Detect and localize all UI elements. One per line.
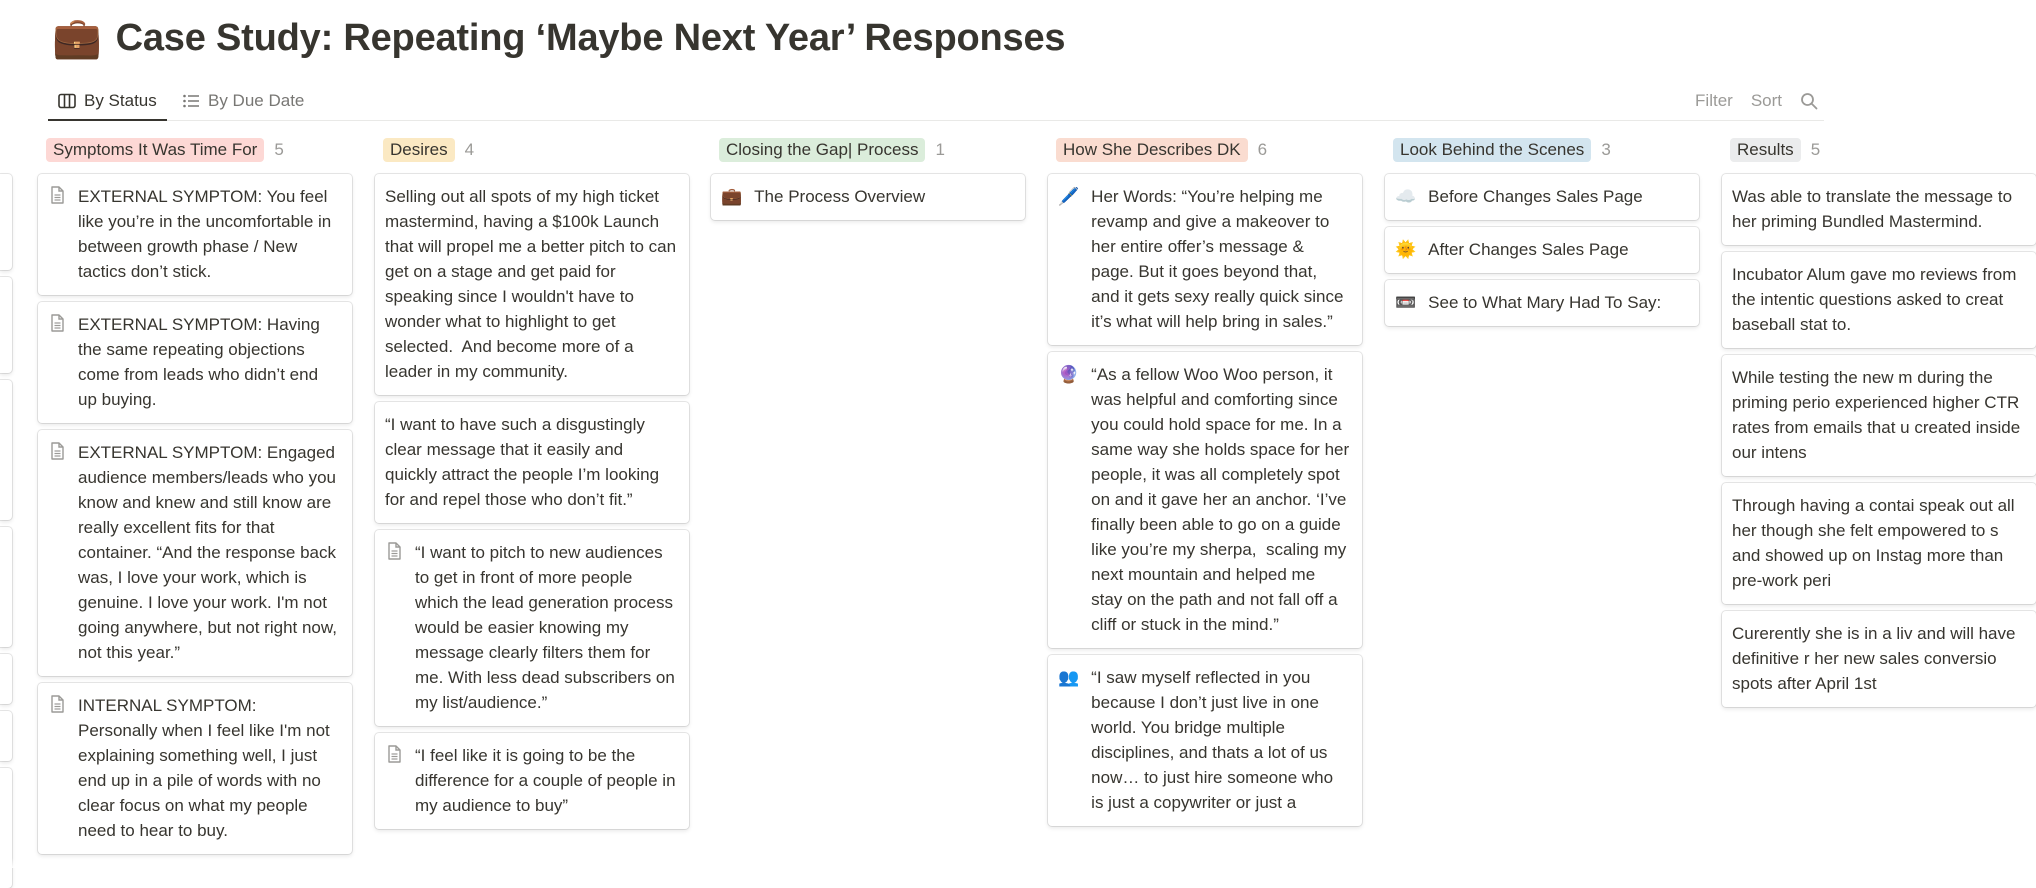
board-card[interactable] [38,430,352,676]
column-cards [1722,174,2036,707]
card-title: “As a fellow Woo Woo person, it was helpful and comforting since you could hold space for me. In a same way she holds space for her people, it was all completely spot on and it gave her an anchor. ‘I’ve finally been able to go on a guide like you’re my sherpa, scaling my next mountain and helped me stay on the path and not fall off a cliff or stuck in the mind.” [1091,365,1354,634]
board-card[interactable] [1722,174,2036,245]
column-header [375,132,689,168]
card-title: “I want to pitch to new audiences to get in front of more people which the lead generation process would be easier knowing my message clearly filters them for me. With less dead subscribers on my list/audience.” [415,543,680,712]
board-column-symptoms [38,132,352,861]
column-status-tag[interactable]: Symptoms It Was Time For [46,138,264,162]
board-card[interactable] [1048,352,1362,648]
board-card[interactable] [1385,174,1699,220]
list-icon [182,93,200,109]
tab-label: By Due Date [208,90,305,110]
column-cards [1048,174,1362,826]
column-count: 5 [1810,140,1821,159]
card-title: “I feel like it is going to be the difference for a couple of people in my audience to buy” [415,746,681,815]
card-title: Her Words: “You’re helping me revamp and give a makeover to her entire offer’s message & page. But it goes beyond that, and it gets sexy really quick since it’s what will help bring in sales.” [1091,187,1349,331]
card-title: See to What Mary Had To Say: [1428,293,1662,312]
tab-label: By Status [84,90,157,110]
card-title: While testing the new m during the priming perio experienced higher CTR rates from emails that u created inside our intens [1732,368,2025,462]
board-card[interactable] [1385,227,1699,273]
board-card[interactable] [375,733,689,829]
document-icon [385,542,403,564]
column-count: 3 [1601,140,1611,159]
pen-icon: 🖊️ [1058,187,1080,206]
card-title: INTERNAL SYMPTOM: Personally when I feel like I'm not explaining something well, I just end up in a pile of words with no clear focus on what my people need to hear to buy. [78,696,335,840]
page-title-text: Case Study: Repeating ‘Maybe Next Year’ Responses [115,16,1066,59]
column-header [1722,132,2036,168]
sort-button[interactable]: Sort [1750,90,1782,110]
column-status-tag[interactable]: Look Behind the Scenes [1393,138,1591,162]
column-status-tag[interactable]: Desires [383,138,455,162]
board-card[interactable] [1048,655,1362,826]
crystal-ball-icon: 🔮 [1058,365,1080,384]
board-card[interactable] [375,530,689,726]
board [0,132,2025,868]
document-icon [48,442,66,464]
column-count: 5 [274,140,284,159]
briefcase-icon: 💼 [721,187,743,206]
column-header [1048,132,1362,168]
column-status-tag[interactable]: Closing the Gap| Process [719,138,925,162]
board-card[interactable] [1722,611,2036,707]
card-title: The Process Overview [754,187,926,206]
sun-icon: 🌞 [1395,240,1417,259]
cloud-icon: ☁️ [1395,187,1417,206]
cassette-icon: 📼 [1395,293,1417,312]
hidden-column-card-edge [0,174,12,270]
card-title: Was able to translate the message to her priming Bundled Mastermind. [1732,187,2017,231]
card-title: Through having a contai speak out all her though she felt empowered to s and showed up on Instag more than pre-work peri [1732,496,2020,590]
document-icon [385,745,403,767]
board-card[interactable] [38,174,352,295]
column-count: 6 [1257,140,1268,159]
hidden-column-card-edge [0,380,12,520]
view-tools [1695,82,1818,119]
column-status-tag[interactable]: How She Describes DK [1056,138,1248,162]
board-column-results [1722,132,2036,714]
document-icon [48,314,66,336]
tab-by-due-date[interactable] [182,82,304,119]
board-card[interactable] [1385,280,1699,326]
briefcase-icon: 💼 [52,16,102,60]
board-card[interactable] [38,302,352,423]
card-title: “I saw myself reflected in you because I don’t just live in one world. You bridge multiple disciplines, and thats a lot of us now… to just hire someone who is just a copywriter or just a [1091,668,1338,812]
filter-button[interactable]: Filter [1695,90,1733,110]
column-cards [38,174,352,854]
board-column-behind [1385,132,1699,333]
hidden-column-card-edge [0,768,12,888]
page-title [52,10,1065,66]
hidden-column-card-edge [0,277,12,373]
board-column-desires [375,132,689,836]
card-title: Incubator Alum gave mo reviews from the intentic questions asked to creat baseball stat to. [1732,265,2022,334]
card-title: Curerently she is in a liv and will have definitive r her new sales conversio spots after April 1st [1732,624,2021,693]
column-status-tag[interactable]: Results [1730,138,1801,162]
card-title: Selling out all spots of my high ticket mastermind, having a $100k Launch that will propel me a better pitch to can get on a stage and get paid for speaking since I wouldn't have to wonder what to highlight to get selected. And become more of a leader in my community. [385,187,681,381]
card-title: EXTERNAL SYMPTOM: Having the same repeating objections come from leads who didn’t end up buying. [78,315,325,409]
board-icon [58,93,76,109]
column-header [38,132,352,168]
view-bar [48,82,1824,121]
column-count: 1 [935,140,945,159]
board-card[interactable] [375,402,689,523]
column-header [711,132,1025,168]
card-title: After Changes Sales Page [1428,240,1629,259]
people-icon: 👥 [1058,668,1080,687]
document-icon [48,186,66,208]
board-card[interactable] [1722,483,2036,604]
hidden-column-card-edge [0,527,12,647]
column-header [1385,132,1699,168]
card-title: EXTERNAL SYMPTOM: You feel like you’re in the uncomfortable in between growth phase / New tactics don’t stick. [78,187,336,281]
card-title: EXTERNAL SYMPTOM: Engaged audience members/leads who you know and knew and still know are really excellent fits for that container. “And the response back was, I love your work, which is genuine. I love your work. I'm not going anywhere, but not right now, not this year.” [78,443,342,662]
board-column-describes [1048,132,1362,833]
column-cards [375,174,689,829]
card-title: Before Changes Sales Page [1428,187,1643,206]
board-column-closing [711,132,1025,227]
column-cards [711,174,1025,220]
hidden-column-card-edge [0,654,12,704]
board-card[interactable] [711,174,1025,220]
tab-by-status[interactable] [58,82,157,119]
board-card[interactable] [375,174,689,395]
board-card[interactable] [1722,252,2036,348]
document-icon [48,695,66,717]
board-card[interactable] [1048,174,1362,345]
hidden-column-card-edge [0,711,12,761]
column-cards [1385,174,1699,326]
board-card[interactable] [1722,355,2036,476]
column-count: 4 [464,140,475,159]
search-icon[interactable] [1800,92,1818,110]
board-card[interactable] [38,683,352,854]
card-title: “I want to have such a disgustingly clear message that it easily and quickly attract the people I’m looking for and repel those who don’t fit.” [385,415,664,509]
